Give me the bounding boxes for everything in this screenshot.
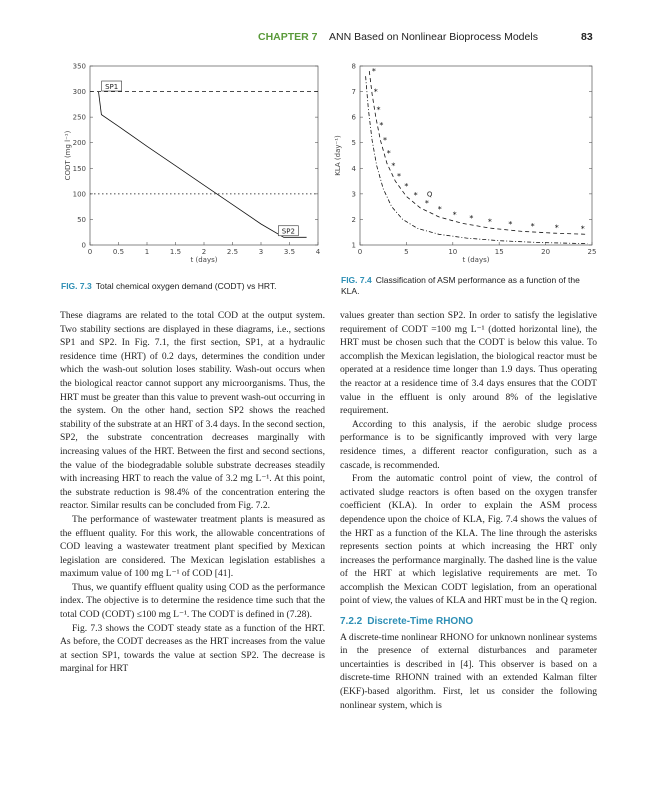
y-tick-label: 4 bbox=[351, 164, 356, 173]
asterisk-point: * bbox=[396, 171, 401, 181]
y-tick-label: 8 bbox=[351, 62, 356, 71]
x-tick-label: 2.5 bbox=[226, 248, 239, 256]
x-tick-label: 5 bbox=[404, 248, 409, 256]
asterisk-point: * bbox=[386, 148, 391, 158]
annotation-label: SP2 bbox=[281, 227, 295, 236]
y-tick-label: 5 bbox=[351, 139, 356, 148]
asterisk-point: * bbox=[379, 120, 384, 130]
chapter-label: CHAPTER 7 bbox=[258, 31, 318, 43]
y-axis-label: CODT (mg l⁻¹) bbox=[64, 130, 72, 181]
x-tick-label: 15 bbox=[494, 248, 504, 256]
y-tick-label: 150 bbox=[72, 164, 86, 173]
paragraph: The performance of wastewater treatment plants is measured as the effluent quality. For this work, the allowable concentrations of COD leaving a wastewater treatment plant specified by Mexican legislation are considered. The Mexican legislation establishes a maximum value of 100 mg L⁻¹ of COD [41]. bbox=[60, 513, 325, 580]
x-tick-label: 20 bbox=[541, 248, 551, 256]
y-tick-label: 1 bbox=[351, 241, 356, 250]
asterisk-point: * bbox=[424, 198, 429, 208]
region-label: Q bbox=[426, 190, 433, 199]
caption-text: Classification of ASM performance as a function of the KLA. bbox=[341, 275, 580, 296]
x-tick-label: 1.5 bbox=[169, 248, 182, 256]
asterisk-point: * bbox=[580, 224, 585, 234]
y-tick-label: 6 bbox=[351, 113, 356, 122]
paragraph: These diagrams are related to the total COD at the output system. Two stability sections are displayed in these diagrams, i.e., sections SP1 and SP2. In Fig. 7.1, the first section, SP1, at a hydraulic residence time (HRT) of 0.2 days, determines the condition under which the wash-out solution loses stability. Wash-out occurs when the biological reactor cannot support any microorganisms. Thus, the HRT must be greater than this value to prevent wash-out occurring in the system. On the other hand, section SP2 shows the reached stability of the substrate at an HRT of 3.4 days. In the second section, SP2, the substrate concentration decreases marginally with increasing values of the HRT. Between the first and second sections, the value of the biodegradable soluble substrate decreases steadily with increasing HRT to reach the value of 3.2 mg L⁻¹. At this point, the substrate reduction is 98.4% of the concentration entering the reactor. Similar results can be concluded from Fig. 7.2. bbox=[60, 310, 325, 512]
running-header bbox=[0, 31, 648, 47]
x-tick-label: 25 bbox=[587, 248, 597, 256]
paragraph: values greater than section SP2. In order to satisfy the legislative requirement of CODT =100 mg L⁻¹ (dotted horizontal line), the HRT must be chosen such that the CODT is below this value. To accomplish the Mexican legislation, the biological reactor must be operated at a residence time longer than 1.9 days. Thus operating the reactor at a residence time of 3.4 days ensures that the CODT value in the effluent is only around 8% of the legislative requirement. bbox=[340, 310, 597, 417]
y-tick-label: 200 bbox=[72, 139, 86, 148]
paragraph: Thus, we quantify effluent quality using COD as the performance index. The objective is to determine the residence time such that the total COD (CODT) ≤100 mg L⁻¹. The CODT is defined in (7.28). bbox=[60, 581, 325, 621]
x-tick-label: 0.5 bbox=[112, 248, 125, 256]
annotation-label: SP1 bbox=[105, 83, 119, 92]
series-line-lower bbox=[366, 76, 588, 244]
paragraph: Fig. 7.3 shows the CODT steady state as a function of the HRT. As before, the CODT decreases as the HRT increases from the value at section SP1, towards the value at section SP2. The decrease is marginal for HRT bbox=[60, 622, 325, 675]
y-tick-label: 300 bbox=[72, 88, 86, 97]
asterisk-point: * bbox=[487, 217, 492, 227]
asterisk-point: * bbox=[437, 205, 442, 215]
figure-label: FIG. 7.4 bbox=[341, 275, 372, 285]
asterisk-point: * bbox=[452, 210, 457, 220]
figure-7-4 bbox=[334, 58, 598, 270]
x-tick-label: 4 bbox=[315, 248, 321, 256]
figure-7-3-caption bbox=[61, 281, 336, 292]
x-tick-label: 2 bbox=[201, 248, 207, 256]
asterisk-point: * bbox=[413, 191, 418, 201]
x-tick-label: 0 bbox=[357, 248, 363, 256]
left-column bbox=[60, 309, 325, 676]
series-line-codt bbox=[99, 92, 307, 238]
section-heading bbox=[340, 615, 597, 629]
y-tick-label: 50 bbox=[77, 215, 86, 224]
page-number: 83 bbox=[581, 31, 593, 43]
y-tick-label: 250 bbox=[72, 113, 86, 122]
asterisk-point: * bbox=[530, 222, 535, 232]
asterisk-point: * bbox=[391, 161, 396, 171]
codt-chart bbox=[60, 58, 330, 270]
section-title: Discrete-Time RHONO bbox=[367, 616, 474, 628]
y-tick-label: 100 bbox=[72, 190, 86, 199]
y-tick-label: 7 bbox=[351, 88, 356, 97]
x-tick-label: 3.5 bbox=[283, 248, 296, 256]
x-tick-label: 3 bbox=[258, 248, 264, 256]
paragraph: According to this analysis, if the aerobic sludge process performance is to be significantly improved with very large residence times, a different reactor configuration, such as a cascade, is recommended. bbox=[340, 418, 597, 471]
kla-chart bbox=[334, 58, 598, 270]
figure-7-4-caption bbox=[341, 275, 591, 297]
y-tick-label: 2 bbox=[351, 215, 356, 224]
asterisk-point: * bbox=[373, 87, 378, 97]
asterisk-point: * bbox=[554, 223, 559, 233]
asterisk-point: * bbox=[383, 136, 388, 146]
y-tick-label: 3 bbox=[351, 190, 356, 199]
x-tick-label: 1 bbox=[144, 248, 150, 256]
y-tick-label: 0 bbox=[81, 241, 86, 250]
x-tick-label: 0 bbox=[87, 248, 93, 256]
plot-frame bbox=[90, 66, 318, 245]
asterisk-point: * bbox=[404, 182, 409, 192]
x-axis-label: t (days) bbox=[462, 256, 490, 264]
y-axis-label: KLA (day⁻¹) bbox=[334, 135, 342, 176]
asterisk-point: * bbox=[376, 105, 381, 115]
figure-label: FIG. 7.3 bbox=[61, 281, 92, 291]
section-number: 7.2.2 bbox=[340, 616, 363, 628]
caption-text: Total chemical oxygen demand (CODT) vs HRT. bbox=[95, 281, 277, 291]
asterisk-point: * bbox=[469, 214, 474, 224]
x-axis-label: t (days) bbox=[190, 256, 218, 264]
asterisk-point: * bbox=[371, 67, 376, 77]
plot-frame bbox=[360, 66, 592, 245]
chapter-title: ANN Based on Nonlinear Bioprocess Models bbox=[329, 31, 538, 43]
x-tick-label: 10 bbox=[448, 248, 458, 256]
asterisk-point: * bbox=[508, 220, 513, 230]
y-tick-label: 350 bbox=[72, 62, 86, 71]
series-line-hrt bbox=[369, 71, 587, 234]
paragraph: A discrete-time nonlinear RHONO for unknown nonlinear systems in the presence of external disturbances and parameter uncertainties is described in [4]. This observer is based on a discrete-time RHONN trained with an extended Kalman filter (EKF)-based algorithm. First, let us consider the following nonlinear system, which is bbox=[340, 631, 597, 711]
paragraph: From the automatic control point of view, the control of activated sludge reactors is often based on the oxygen transfer coefficient (KLA). In order to explain the ASM process dependence upon the choice of KLA, Fig. 7.4 shows the values of the HRT as a function of the KLA. The line through the asterisks represents section points at which increasing the HRT only increases the performance marginally. The dashed line is the value of the HRT at which legislative requirements are met. To accomplish the Mexican CODT legislation, from an operational point of view, the values of KLA and HRT must be in the Q region. bbox=[340, 473, 597, 607]
figure-7-3 bbox=[60, 58, 330, 270]
right-column bbox=[340, 309, 597, 712]
